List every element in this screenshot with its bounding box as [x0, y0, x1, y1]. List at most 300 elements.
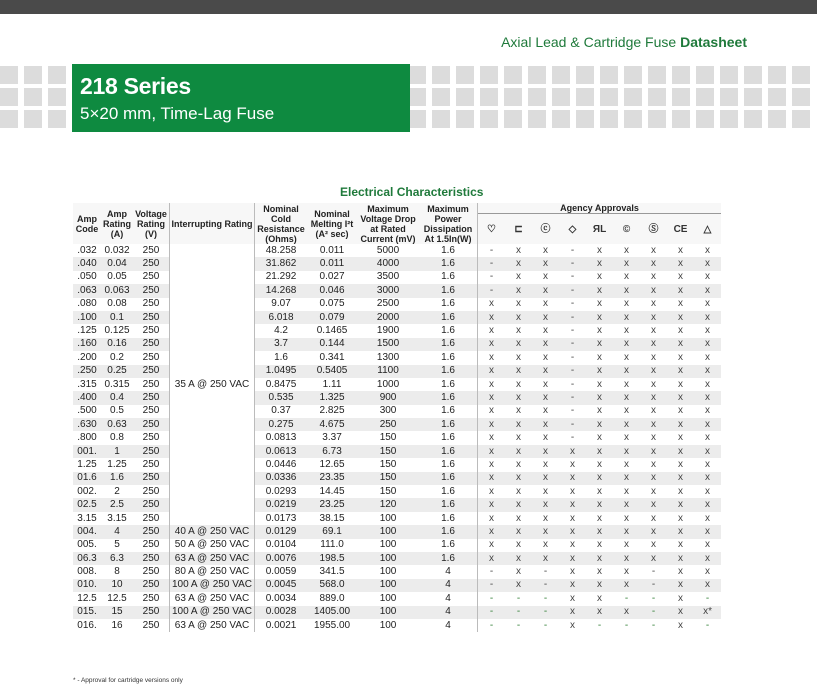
cell-ir: 63 A @ 250 VAC	[170, 552, 255, 565]
cell-i2t: 0.075	[319, 298, 345, 310]
decorative-square	[528, 66, 546, 84]
cell-volt: 250	[133, 445, 170, 458]
cell-res: 0.0613	[255, 445, 308, 458]
cell-volt: 250	[133, 565, 170, 578]
cell-i2t: 0.341	[319, 351, 345, 363]
approval-cell: -	[559, 391, 586, 404]
cell-pd: 1.6	[419, 512, 478, 525]
approval-cell: -	[651, 566, 656, 578]
cell-vd: 100	[357, 606, 419, 619]
approval-cell: x	[613, 338, 640, 351]
approval-cell: x	[624, 271, 630, 283]
approval-cell: x	[694, 338, 721, 351]
decorative-square	[672, 88, 690, 106]
approval-cell: x	[516, 271, 522, 283]
cell-amp: 0.04	[101, 257, 133, 270]
decorative-square	[624, 88, 642, 106]
cell-amp: 4	[101, 525, 133, 538]
approval-cell: x	[613, 418, 640, 431]
cell-amp: 0.063	[101, 284, 133, 297]
cell-amp: 0.08	[107, 298, 127, 310]
cell-vd: 1900	[376, 325, 400, 337]
approval-cell: x	[516, 244, 522, 256]
approval-cell: x	[651, 244, 657, 256]
decorative-square	[624, 110, 642, 128]
approval-cell: x	[559, 472, 586, 485]
approval-cell: -	[559, 311, 586, 324]
decorative-square	[744, 66, 762, 84]
approval-cell: -	[489, 244, 494, 256]
decorative-square	[768, 66, 786, 84]
approval-cell: x	[586, 391, 613, 404]
approval-cell: x	[640, 472, 667, 485]
ccc-icon: ⓒ	[540, 223, 551, 235]
approval-cell: x	[597, 244, 603, 256]
approval-cell: x	[597, 539, 603, 551]
decorative-square	[0, 88, 18, 106]
approval-cell: x	[694, 311, 721, 324]
approval-cell: x	[678, 619, 684, 631]
approval-cell: x	[651, 512, 657, 524]
approval-cell: x	[597, 271, 603, 283]
decorative-square	[672, 66, 690, 84]
approval-cell: x	[667, 498, 694, 511]
approval-cell: x	[678, 458, 684, 470]
approval-cell: x	[516, 378, 522, 390]
approval-cell: x	[624, 432, 630, 444]
approval-cell: x	[613, 552, 640, 565]
approval-cell: x	[705, 405, 711, 417]
doc-heading-suffix: Datasheet	[680, 34, 747, 50]
decorative-square	[504, 88, 522, 106]
cell-code: .040	[73, 257, 101, 270]
cell-amp: 0.315	[104, 378, 130, 390]
approval-cell: -	[559, 284, 586, 297]
cell-res: 0.535	[255, 391, 308, 404]
cell-volt: 250	[133, 512, 170, 525]
approval-cell: x	[570, 619, 576, 631]
col-header: Maximum Voltage Drop at Rated Current (mV)	[357, 203, 419, 244]
footnote: * - Approval for cartridge versions only	[73, 677, 183, 684]
cell-code: .125	[77, 325, 97, 337]
cell-code: .800	[77, 432, 97, 444]
approval-cell: x	[532, 552, 559, 565]
cell-i2t: 111.0	[320, 539, 344, 551]
cell-volt: 250	[133, 592, 170, 605]
approval-cell: x	[570, 458, 576, 470]
approval-cell: -	[489, 592, 494, 604]
decorative-square	[504, 66, 522, 84]
approval-cell: x	[678, 432, 684, 444]
approval-cell: x	[516, 298, 522, 310]
cell-pd: 1.6	[419, 431, 478, 444]
approval-cell: x	[505, 498, 532, 511]
approval-cell: x	[613, 525, 640, 538]
approval-cell: x	[705, 432, 711, 444]
approval-cell: x	[543, 325, 549, 337]
cell-code: .100	[73, 311, 101, 324]
cell-pd: 1.6	[419, 324, 478, 337]
cell-pd: 1.6	[419, 472, 478, 485]
cell-i2t: 198.5	[307, 552, 357, 565]
cell-res: 1.0495	[255, 365, 308, 378]
approval-cell: x	[516, 539, 522, 551]
cell-res: 0.0034	[265, 592, 297, 604]
approval-cell: x	[694, 284, 721, 297]
approval-cell: x	[532, 284, 559, 297]
approval-cell: x	[640, 311, 667, 324]
cell-i2t: 0.079	[307, 311, 357, 324]
approval-cell: x	[559, 606, 586, 619]
agency-approvals-header: Agency Approvals	[478, 203, 722, 214]
cell-i2t: 6.73	[307, 445, 357, 458]
cell-i2t: 23.25	[307, 498, 357, 511]
approval-cell: x	[667, 284, 694, 297]
s-mark-icon: Ⓢ	[648, 223, 659, 235]
approval-cell: x	[532, 418, 559, 431]
cell-volt: 250	[133, 365, 170, 378]
series-title: 218 Series	[80, 73, 191, 99]
approval-cell: x	[624, 244, 630, 256]
approval-cell: x	[678, 298, 684, 310]
approval-cell: x	[505, 445, 532, 458]
cell-volt: 250	[133, 244, 170, 257]
approval-cell: x	[597, 566, 603, 578]
approval-cell: x	[505, 365, 532, 378]
cell-amp: 15	[101, 606, 133, 619]
cell-i2t: 1955.00	[313, 619, 351, 631]
col-header: Amp Code	[73, 203, 101, 244]
cell-i2t: 4.675	[307, 418, 357, 431]
approval-cell: x	[505, 338, 532, 351]
approval-cell: x	[640, 284, 667, 297]
approval-cell: x	[489, 432, 495, 444]
approval-cell: x	[586, 445, 613, 458]
col-header: Amp Rating (A)	[101, 203, 133, 244]
approval-cell: x	[543, 512, 549, 524]
decorative-square	[432, 88, 450, 106]
approval-cell: x	[640, 365, 667, 378]
approval-cell: -	[559, 338, 586, 351]
approval-cell: x	[613, 311, 640, 324]
approval-cell: x	[694, 525, 721, 538]
approval-cell: x	[640, 552, 667, 565]
cell-i2t: 14.45	[319, 485, 345, 497]
cell-pd: 1.6	[419, 552, 478, 565]
approval-cell: x	[640, 445, 667, 458]
cell-code: 005.	[77, 539, 97, 551]
approval-cell: x	[613, 284, 640, 297]
interrupting-rating-group: 35 A @ 250 VAC	[170, 244, 255, 525]
approval-cell: x	[586, 498, 613, 511]
decorative-square	[744, 110, 762, 128]
approval-cell: x	[613, 257, 640, 270]
approval-cell: x	[694, 365, 721, 378]
cell-res: 0.0104	[265, 539, 297, 551]
decorative-square	[552, 110, 570, 128]
cell-code: 02.5	[73, 498, 101, 511]
col-header: Nominal Melting I²t (A² sec)	[307, 203, 357, 244]
cell-amp: 1.6	[101, 472, 133, 485]
cell-vd: 2500	[376, 298, 400, 310]
cell-amp: 0.032	[104, 244, 130, 256]
cell-pd: 4	[419, 606, 478, 619]
cell-res: 0.0129	[255, 525, 308, 538]
cell-amp: 5	[114, 539, 120, 551]
cell-code: 010.	[73, 579, 101, 592]
approval-cell: x	[559, 445, 586, 458]
decorative-square	[408, 110, 426, 128]
cell-res: 0.0293	[265, 485, 297, 497]
kc-icon: ⊏	[514, 223, 523, 235]
approval-cell: x	[667, 257, 694, 270]
decorative-square	[576, 66, 594, 84]
approval-cell: -	[597, 619, 602, 631]
cell-code: .050	[77, 271, 97, 283]
approval-cell: -	[559, 418, 586, 431]
approval-cell: -	[489, 619, 494, 631]
approval-cell: x	[489, 298, 495, 310]
approval-cell: x	[678, 512, 684, 524]
cell-vd: 4000	[357, 257, 419, 270]
approval-cell: -	[478, 606, 506, 619]
table-body	[73, 244, 721, 632]
cell-volt: 250	[133, 539, 170, 552]
approval-cell: x	[678, 325, 684, 337]
approval-cell: x	[694, 498, 721, 511]
cell-volt: 250	[133, 498, 170, 511]
approval-cell: x	[651, 458, 657, 470]
cell-res: 1.6	[274, 351, 288, 363]
decorative-square	[480, 110, 498, 128]
approval-cell: x	[613, 498, 640, 511]
approval-cell: x	[543, 485, 549, 497]
decorative-square	[528, 110, 546, 128]
ur-icon: ЯL	[592, 223, 607, 235]
approval-cell: x	[516, 432, 522, 444]
pse-diamond-icon: ◇	[568, 223, 577, 235]
cell-volt: 250	[133, 619, 170, 632]
approval-cell: x	[543, 405, 549, 417]
approval-cell: x	[624, 485, 630, 497]
approval-cell: -	[478, 579, 506, 592]
approval-cell: x	[505, 472, 532, 485]
approval-cell: x	[678, 271, 684, 283]
approval-cell: x	[478, 311, 506, 324]
cell-volt: 250	[133, 485, 170, 498]
approval-cell: x	[489, 539, 495, 551]
decorative-square	[552, 66, 570, 84]
cell-amp: 0.8	[110, 432, 124, 444]
cell-code: .630	[73, 418, 101, 431]
cell-pd: 1.6	[419, 351, 478, 364]
decorative-square	[696, 66, 714, 84]
approval-cell: x	[505, 284, 532, 297]
decorative-square	[648, 88, 666, 106]
cell-i2t: 69.1	[307, 525, 357, 538]
table-row	[73, 619, 721, 632]
cell-i2t: 0.027	[319, 271, 345, 283]
cell-volt: 250	[133, 472, 170, 485]
decorative-square	[24, 110, 42, 128]
cell-volt: 250	[133, 579, 170, 592]
approval-cell: -	[624, 592, 629, 604]
cell-res: 0.275	[255, 418, 308, 431]
cell-res: 3.7	[255, 338, 308, 351]
cell-i2t: 341.5	[319, 566, 345, 578]
cell-volt: 250	[133, 311, 170, 324]
approval-cell: x	[532, 311, 559, 324]
cell-code: 06.3	[73, 552, 101, 565]
cell-vd: 100	[379, 539, 397, 551]
approval-cell: x	[651, 432, 657, 444]
approval-cell: -	[532, 606, 559, 619]
cell-volt: 250	[133, 458, 170, 471]
cell-vd: 150	[379, 485, 397, 497]
cell-res: 0.0076	[255, 552, 308, 565]
decorative-square	[528, 88, 546, 106]
approval-cell: x	[505, 579, 532, 592]
cell-i2t: 568.0	[307, 579, 357, 592]
approval-cell: x	[489, 325, 495, 337]
cell-pd: 1.6	[419, 525, 478, 538]
approval-cell: x	[624, 351, 630, 363]
cell-vd: 150	[357, 472, 419, 485]
approval-cell: -	[532, 579, 559, 592]
approval-cell: x	[570, 539, 576, 551]
cell-pd: 1.6	[419, 418, 478, 431]
cell-pd: 1.6	[419, 485, 478, 498]
cell-res: 0.0045	[255, 579, 308, 592]
decorative-square	[48, 66, 66, 84]
decorative-square	[792, 110, 810, 128]
cell-vd: 100	[379, 619, 397, 631]
approval-cell: x	[597, 512, 603, 524]
approval-cell: x	[613, 445, 640, 458]
cell-amp: 10	[101, 579, 133, 592]
cell-amp: 6.3	[101, 552, 133, 565]
approval-cell: x	[586, 552, 613, 565]
cell-vd: 100	[379, 592, 397, 604]
decorative-square	[696, 88, 714, 106]
cell-res: 0.0021	[265, 619, 297, 631]
cell-volt: 250	[133, 418, 170, 431]
approval-cell: -	[559, 365, 586, 378]
approval-cell: x	[651, 325, 657, 337]
approval-cell: x	[532, 365, 559, 378]
cell-vd: 100	[357, 525, 419, 538]
decorative-square	[408, 88, 426, 106]
approval-cell: x	[478, 418, 506, 431]
series-subtitle: 5×20 mm, Time-Lag Fuse	[80, 104, 275, 123]
approval-cell: x	[478, 445, 506, 458]
table-row	[73, 579, 721, 592]
cell-vd: 100	[357, 552, 419, 565]
cell-ir: 63 A @ 250 VAC	[170, 619, 255, 632]
cell-volt: 250	[133, 338, 170, 351]
cell-i2t: 1405.00	[307, 606, 357, 619]
approval-cell: x	[489, 512, 495, 524]
cell-i2t: 1.11	[322, 378, 342, 390]
approval-cell: x	[624, 512, 630, 524]
approval-cell: x	[543, 432, 549, 444]
decorative-square	[696, 110, 714, 128]
approval-cell: x	[705, 271, 711, 283]
approval-cell: x	[478, 552, 506, 565]
decorative-square	[744, 88, 762, 106]
approval-cell: x	[613, 365, 640, 378]
cell-code: .400	[73, 391, 101, 404]
decorative-square	[792, 88, 810, 106]
cell-volt: 250	[133, 525, 170, 538]
approval-cell: x	[532, 257, 559, 270]
cell-i2t: 0.011	[319, 244, 345, 256]
cell-i2t: 3.37	[322, 432, 342, 444]
cell-pd: 1.6	[419, 271, 478, 284]
approval-cell: x	[640, 525, 667, 538]
cell-code: 1.25	[77, 458, 97, 470]
cell-i2t: 889.0	[319, 592, 345, 604]
cell-res: 6.018	[255, 311, 308, 324]
approval-cell: x	[543, 539, 549, 551]
decorative-square	[648, 110, 666, 128]
cell-i2t: 12.65	[319, 458, 345, 470]
cell-i2t: 0.144	[307, 338, 357, 351]
cell-vd: 1100	[357, 365, 419, 378]
cell-pd: 1.6	[419, 284, 478, 297]
cell-code: .032	[77, 244, 97, 256]
approval-cell: x	[586, 418, 613, 431]
approval-cell: x	[478, 365, 506, 378]
approval-cell: x	[489, 458, 495, 470]
approval-cell: x	[586, 579, 613, 592]
electrical-characteristics-table	[73, 203, 721, 632]
decorative-square	[576, 110, 594, 128]
decorative-square	[480, 88, 498, 106]
cell-i2t: 2.825	[319, 405, 345, 417]
approval-cell: x	[705, 244, 711, 256]
approval-cell: x	[624, 298, 630, 310]
table-row	[73, 592, 721, 605]
approval-cell: x	[543, 378, 549, 390]
approval-cell: x	[586, 472, 613, 485]
cell-code: .160	[73, 338, 101, 351]
approval-cell: x	[597, 325, 603, 337]
approval-cell: x	[478, 525, 506, 538]
cell-code: .080	[77, 298, 97, 310]
approval-cell: x	[667, 606, 694, 619]
approval-cell: x*	[694, 606, 721, 619]
cell-vd: 3500	[376, 271, 400, 283]
decorative-square	[408, 66, 426, 84]
approval-cell: -	[640, 579, 667, 592]
approval-cell: -	[543, 592, 548, 604]
approval-cell: x	[651, 405, 657, 417]
approval-cell: x	[624, 566, 630, 578]
decorative-square	[792, 66, 810, 84]
cell-ir: 80 A @ 250 VAC	[170, 565, 255, 578]
decorative-square	[504, 110, 522, 128]
cell-res: 0.0173	[265, 512, 297, 524]
approval-cell: x	[705, 485, 711, 497]
table-row	[73, 244, 721, 257]
cell-pd: 1.6	[419, 498, 478, 511]
cell-amp: 0.125	[104, 325, 130, 337]
cell-ir: 40 A @ 250 VAC	[170, 525, 255, 538]
approval-cell: x	[505, 257, 532, 270]
cell-vd: 120	[357, 498, 419, 511]
cell-pd: 1.6	[419, 539, 478, 552]
